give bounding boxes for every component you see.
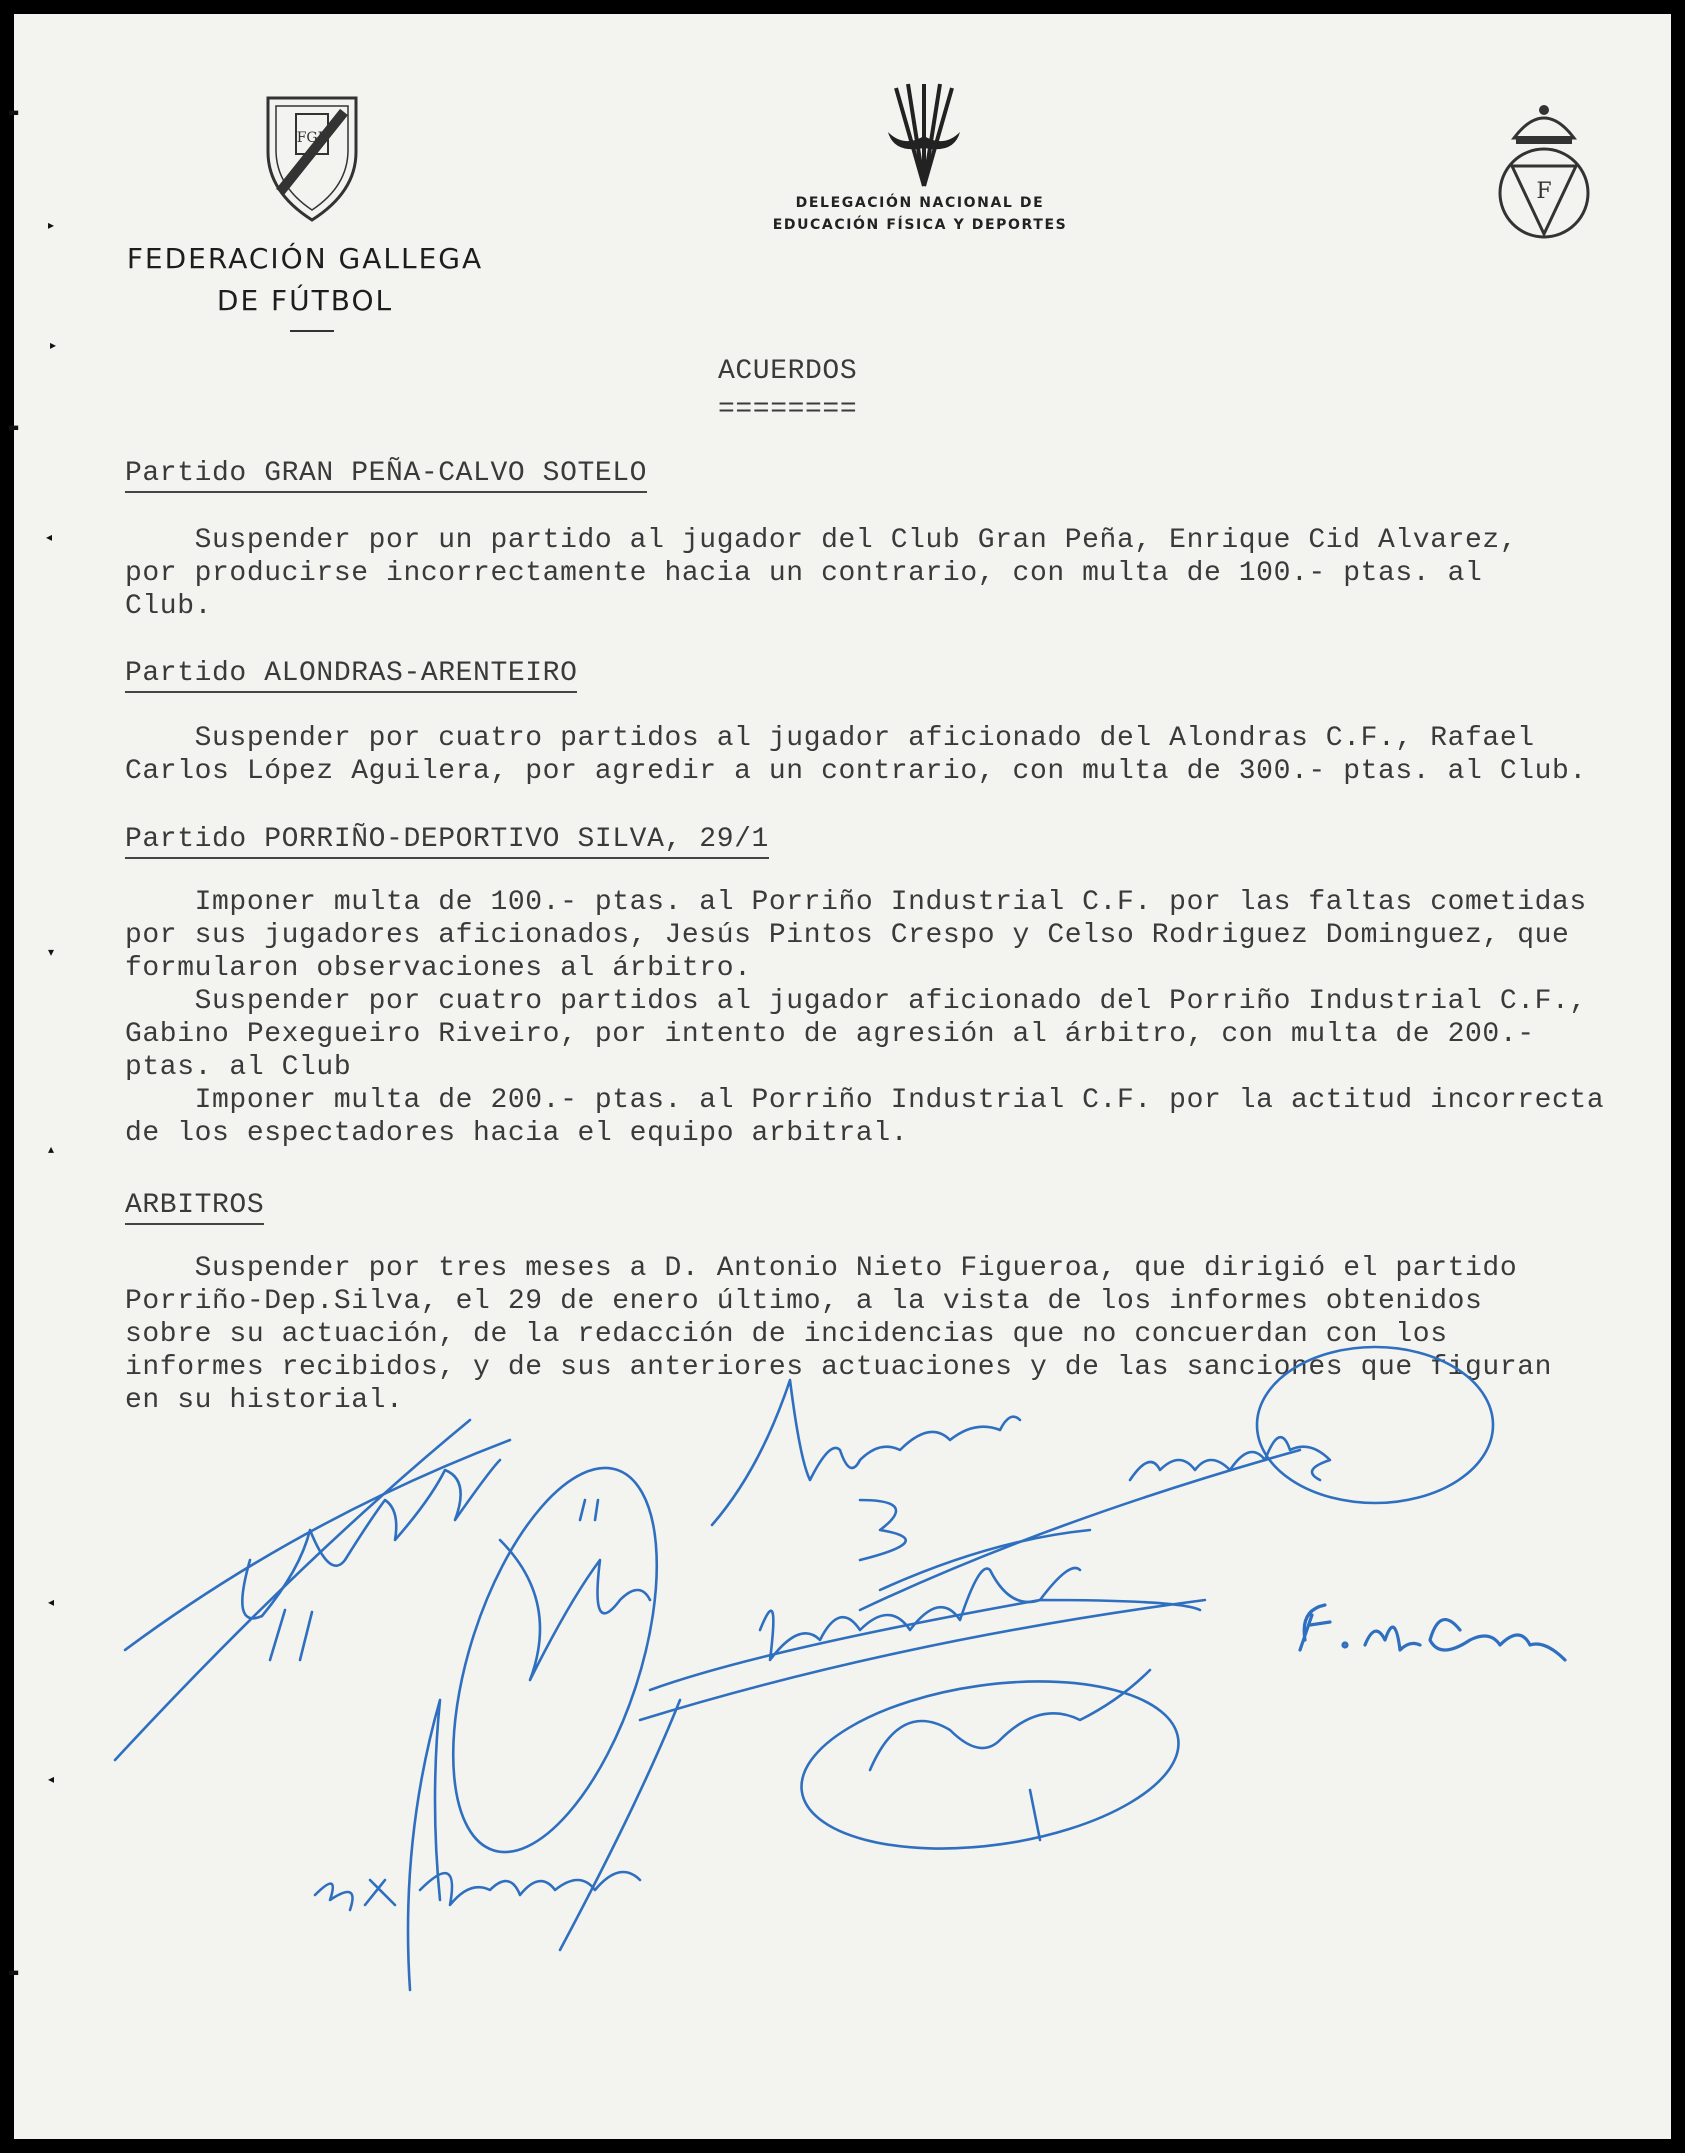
signature-6	[791, 1659, 1190, 1870]
section-heading-arbitros: ARBITROS	[125, 1190, 264, 1225]
document-title: ACUERDOS	[718, 356, 858, 387]
federation-name-line1: FEDERACIÓN GALLEGA	[126, 242, 484, 275]
body-line: Club.	[125, 591, 213, 622]
body-line: formularon observaciones al árbitro.	[125, 953, 752, 984]
body-line: Carlos López Aguilera, por agredir a un contrario, con multa de 300.- ptas. al Club.	[125, 756, 1587, 787]
signature-7	[1300, 1605, 1565, 1660]
delegation-line2: EDUCACIÓN FÍSICA Y DEPORTES	[772, 217, 1068, 233]
body-line: Porriño-Dep.Silva, el 29 de enero último, a la vista de los informes obtenidos	[125, 1286, 1483, 1317]
body-line: informes recibidos, y de sus anteriores actuaciones y de las sanciones que figuran	[125, 1352, 1553, 1383]
delegation-line1: DELEGACIÓN NACIONAL DE	[795, 195, 1045, 211]
title-underline: ========	[718, 394, 858, 425]
body-line: en su historial.	[125, 1385, 404, 1416]
signature-4	[860, 1347, 1493, 1610]
body-line: por sus jugadores aficionados, Jesús Pintos Crespo y Celso Rodriguez Dominguez, que	[125, 920, 1570, 951]
body-line: Gabino Pexegueiro Riveiro, por intento de agresión al árbitro, con multa de 200.-	[125, 1019, 1535, 1050]
body-line: ptas. al Club	[125, 1052, 352, 1083]
svg-text:FGF: FGF	[296, 130, 328, 146]
body-line: Suspender por cuatro partidos al jugador aficionado del Alondras C.F., Rafael	[125, 723, 1535, 754]
federation-name-line2: DE FÚTBOL	[216, 284, 394, 317]
body-line: Suspender por cuatro partidos al jugador aficionado del Porriño Industrial C.F.,	[125, 986, 1587, 1017]
body-line: de los espectadores hacia el equipo arbitral.	[125, 1118, 909, 1149]
body-line: Suspender por un partido al jugador del Club Gran Peña, Enrique Cid Alvarez,	[125, 525, 1518, 556]
signature-8	[315, 1700, 680, 1990]
signature-2	[412, 1444, 697, 1877]
body-line: Suspender por tres meses a D. Antonio Nieto Figueroa, que dirigió el partido	[125, 1253, 1518, 1284]
section-heading-porrino: Partido PORRIÑO-DEPORTIVO SILVA, 29/1	[125, 824, 769, 859]
section-heading-gran-pena: Partido GRAN PEÑA-CALVO SOTELO	[125, 458, 647, 493]
body-line: sobre su actuación, de la redacción de incidencias que no concuerdan con los	[125, 1319, 1448, 1350]
body-line: por producirse incorrectamente hacia un contrario, con multa de 100.- ptas. al	[125, 558, 1483, 589]
signature-3	[712, 1380, 1020, 1560]
signature-1	[115, 1420, 510, 1760]
section-heading-alondras: Partido ALONDRAS-ARENTEIRO	[125, 658, 577, 693]
body-line: Imponer multa de 100.- ptas. al Porriño Industrial C.F. por las faltas cometidas	[125, 887, 1587, 918]
svg-text:F: F	[1536, 179, 1552, 204]
body-line: Imponer multa de 200.- ptas. al Porriño Industrial C.F. por la actitud incorrecta	[125, 1085, 1605, 1116]
